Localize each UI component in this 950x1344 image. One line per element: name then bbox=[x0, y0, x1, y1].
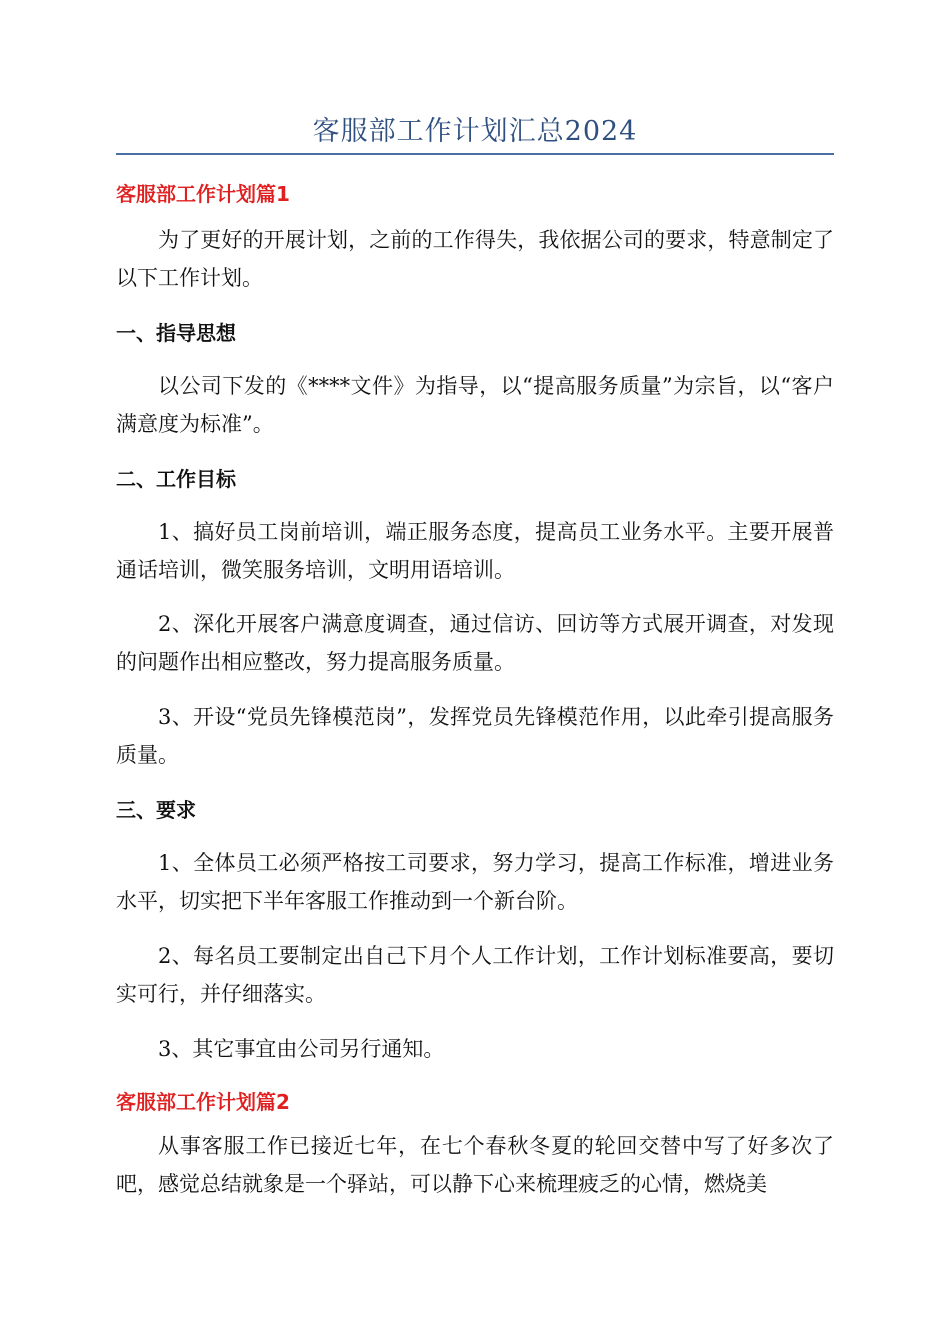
subheading-requirements: 三、要求 bbox=[116, 798, 196, 822]
section-heading-2: 客服部工作计划篇2 bbox=[116, 1090, 290, 1114]
paragraph-guiding-idea: 以公司下发的《****文件》为指导，以“提高服务质量”为宗旨，以“客户满意度为标准”。 bbox=[116, 374, 834, 436]
paragraph-intro: 为了更好的开展计划，之前的工作得失，我依据公司的要求，特意制定了以下工作计划。 bbox=[116, 228, 834, 290]
paragraph-requirement-2: 2、每名员工要制定出自己下月个人工作计划，工作计划标准要高，要切实可行，并仔细落实。 bbox=[116, 944, 834, 1006]
paragraph-section2-intro: 从事客服工作已接近七年，在七个春秋冬夏的轮回交替中写了好多次了吧，感觉总结就象是一个驿站，可以静下心来梳理疲乏的心情，燃烧美 bbox=[116, 1134, 834, 1196]
paragraph-requirement-3: 3、其它事宜由公司另行通知。 bbox=[158, 1037, 445, 1061]
subheading-work-goals: 二、工作目标 bbox=[116, 467, 236, 491]
paragraph-requirement-1: 1、全体员工必须严格按工司要求，努力学习，提高工作标准，增进业务水平，切实把下半年客服工作推动到一个新台阶。 bbox=[116, 851, 834, 913]
title-underline bbox=[116, 153, 834, 155]
section-heading-1: 客服部工作计划篇1 bbox=[116, 182, 290, 206]
paragraph-goal-1: 1、搞好员工岗前培训，端正服务态度，提高员工业务水平。主要开展普通话培训，微笑服务培训，文明用语培训。 bbox=[116, 520, 834, 582]
subheading-guiding-idea: 一、指导思想 bbox=[116, 321, 236, 345]
document-title: 客服部工作计划汇总2024 bbox=[312, 116, 638, 147]
paragraph-goal-3: 3、开设“党员先锋模范岗”，发挥党员先锋模范作用，以此牵引提高服务质量。 bbox=[116, 705, 834, 767]
paragraph-goal-2: 2、深化开展客户满意度调查，通过信访、回访等方式展开调查，对发现的问题作出相应整改，努力提高服务质量。 bbox=[116, 612, 834, 674]
